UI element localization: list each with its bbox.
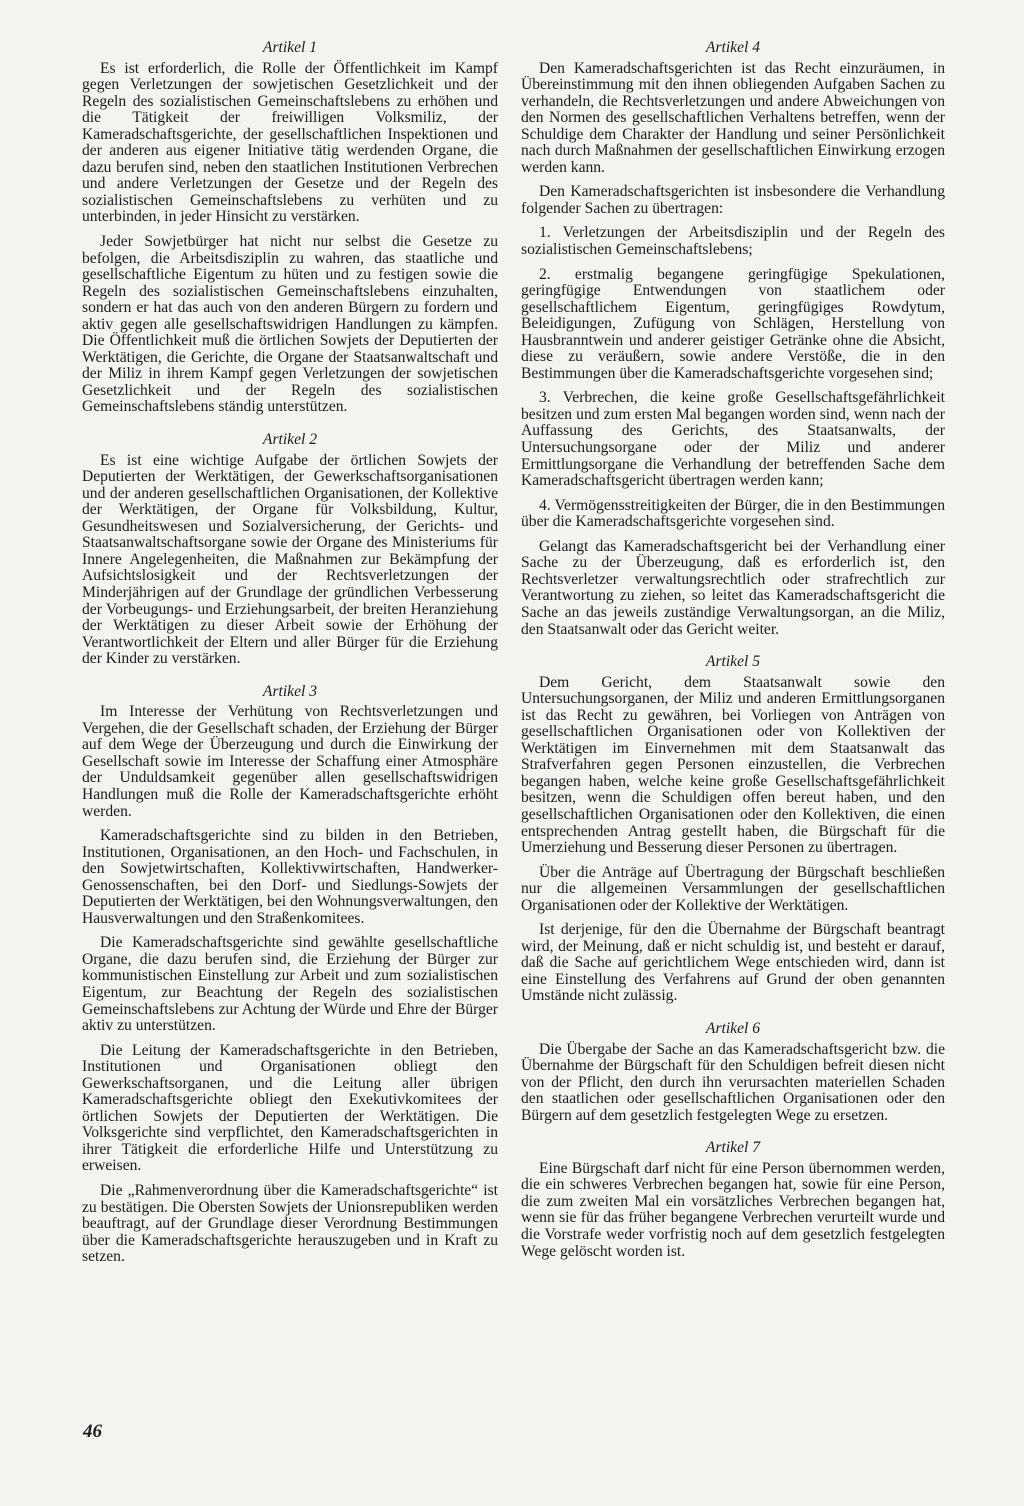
left-column	[82, 40, 498, 1282]
article-heading: Artikel 7	[705, 1139, 761, 1157]
article-7	[521, 1140, 945, 1260]
article-paragraph: Den Kameradschaftsgerichten ist das Recht einzuräumen, in Übereinstimmung mit den ihnen obliegenden Aufgaben Sachen zu verhandeln, die Rechtsverletzungen und andere Abweichungen von den Normen des gesellschaftlichen Verhaltens betreffen, wenn der Schuldige dem Charakter der Handlung und seiner Persönlichkeit nach durch Maßnahmen der gesellschaftlichen Einwirkung erzogen werden kann.	[521, 59, 945, 176]
article-paragraph: Ist derjenige, für den die Übernahme der Bürgschaft beantragt wird, der Meinung, daß er nicht schuldig ist, und besteht er darauf, daß die Sache auf gerichtlichem Wege entschieden wird, dann ist eine Einstellung des Verfahrens auf Grund der oben genannten Umstände nicht zulässig.	[521, 921, 945, 1005]
article-paragraph: Gelangt das Kameradschaftsgericht bei der Verhandlung einer Sache zu der Überzeugung, daß es erforderlich ist, den Rechtsverletzer verwaltungsrechtlich oder strafrechtlich zur Verantwortung zu ziehen, so leitet das Kameradschaftsgericht die Sache an das jeweils zuständige Verwaltungsorgan, an die Miliz, den Staatsanwalt oder das Gericht weiter.	[521, 537, 945, 638]
article-paragraph: Eine Bürgschaft darf nicht für eine Person übernommen werden, die ein schweres Verbrechen begangen hat, sowie für eine Person, die zum zweiten Mal ein vorsätzliches Verbrechen begangen hat, wenn sie für das früher begangene Verbrechen verurteilt wurde und die Vorstrafe weder vorfristig noch auf dem gesetzlich festgelegten Wege gelöscht worden ist.	[521, 1159, 945, 1260]
article-paragraph: Den Kameradschaftsgerichten ist insbesondere die Verhandlung folgender Sachen zu übertragen:	[521, 183, 945, 217]
article-paragraph: Die Übergabe der Sache an das Kameradschaftsgericht bzw. die Übernahme der Bürgschaft für den Schuldigen befreit diesen nicht von der Pflicht, den durch ihn verursachten materiellen Schaden den staatlichen oder gesellschaftlichen Organisationen oder den Bürgern auf dem gesetzlich festgelegten Wege zu ersetzen.	[521, 1040, 945, 1124]
page-number: 46	[83, 1421, 102, 1442]
right-column	[521, 40, 945, 1276]
article-paragraph: Die Leitung der Kameradschaftsgerichte in den Betrieben, Institutionen und Organisationen obliegt den Gewerkschaftsorganen, und die Leitung aller übrigen Kameradschaftsgerichte obliegt den Exekutivkomitees der örtlichen Sowjets der Deputierten der Werktätigen. Die Volksgerichte sind verpflichtet, den Kameradschaftsgerichten in ihrer Tätigkeit die erforderliche Hilfe und Unterstützung zu erweisen.	[82, 1041, 498, 1175]
article-2	[82, 432, 498, 668]
article-3	[82, 684, 498, 1266]
article-heading: Artikel 2	[262, 431, 318, 449]
article-heading: Artikel 3	[262, 682, 318, 700]
article-list-item: 2. erstmalig begangene geringfügige Spekulationen, geringfügige Entwendungen von staatlichem oder gesellschaftlichem Eigentum, geringfügiges Rowdytum, Beleidigungen, Zufügung von Schlägen, Herstellung von Hausbranntwein und anderer geistiger Getränke ohne die Absicht, diese zu veräußern, sowie andere Verstöße, die in den Bestimmungen über die Kameradschaftsgerichte vorgesehen sind;	[521, 265, 945, 382]
article-paragraph: Dem Gericht, dem Staatsanwalt sowie den Untersuchungsorganen, der Miliz und anderen Ermittlungsorganen ist das Recht zu gewähren, bei Vorliegen von Anträgen von gesellschaftlichen Organisationen oder von Kollektiven der Werktätigen im Einvernehmen mit dem Staatsanwalt das Strafverfahren gegen Personen einzustellen, die Verbrechen begangen haben, welche keine große Gesellschaftsgefährlichkeit besitzen, wenn die Schuldigen offen bereut haben, und den gesellschaftlichen Organisationen oder den Kollektiven, die einen entsprechenden Antrag gestellt haben, die Bürgschaft für die Umerziehung und Besserung dieser Personen zu übertragen.	[521, 673, 945, 857]
article-heading: Artikel 4	[705, 39, 761, 56]
article-paragraph: Die „Rahmenverordnung über die Kameradschaftsgerichte“ ist zu bestätigen. Die Obersten Sowjets der Unionsrepubliken werden beauftragt, auf der Grundlage dieser Verordnung Bestimmungen über die Kameradschaftsgerichte herauszugeben und in Kraft zu setzen.	[82, 1182, 498, 1266]
article-paragraph: Es ist eine wichtige Aufgabe der örtlichen Sowjets der Deputierten der Werktätigen, der Gewerkschaftsorganisationen und der anderen gesellschaftlichen Organisationen, der Kollektive der Werktätigen, der Organe für Volksbildung, Kultur, Gesundheitswesen und Sozialversicherung, der Gerichts- und Staatsanwaltschaftsorgane sowie der Organe des Ministeriums für Innere Angelegenheiten, die Maßnahmen zur Bekämpfung der Aufsichtslosigkeit und der Rechtsverletzungen der Minderjährigen auf der Grundlage der gründlichen Verbesserung der Vorbeugungs- und Erziehungsarbeit, der breiten Heranziehung der Werktätigen zu dieser Arbeit sowie der Erhöhung der Verantwortlichkeit der Eltern und aller Bürger für die Erziehung der Kinder zu verstärken.	[82, 451, 498, 668]
article-paragraph: Die Kameradschaftsgerichte sind gewählte gesellschaftliche Organe, die dazu berufen sind, die Erziehung der Bürger zur kommunistischen Einstellung zur Arbeit und zum sozialistischen Eigentum, zur Beachtung der Regeln des sozialistischen Gemeinschaftslebens zur Achtung der Würde und Ehre der Bürger aktiv zu unterstützen.	[82, 934, 498, 1035]
article-5	[521, 654, 945, 1005]
article-4	[521, 40, 945, 638]
article-paragraph: Über die Anträge auf Übertragung der Bürgschaft beschließen nur die allgemeinen Versammlungen der gesellschaftlichen Organisationen oder der Kollektive der Werktätigen.	[521, 863, 945, 914]
article-paragraph: Kameradschaftsgerichte sind zu bilden in den Betrieben, Institutionen, Organisationen, an den Hoch- und Fachschulen, in den Sowjetwirtschaften, Kollektivwirtschaften, Handwerker-Genossenschaften, bei den Dorf- und Siedlungs-Sowjets der Deputierten der Werktätigen, bei den Wohnungsverwaltungen, den Hausverwaltungen und den Straßenkomitees.	[82, 827, 498, 927]
article-heading: Artikel 1	[262, 39, 318, 56]
article-heading: Artikel 6	[705, 1019, 761, 1037]
article-6	[521, 1021, 945, 1124]
article-heading: Artikel 5	[705, 653, 761, 671]
article-paragraph: Im Interesse der Verhütung von Rechtsverletzungen und Vergehen, die der Gesellschaft schaden, der Erziehung der Bürger auf dem Wege der Überzeugung und durch die Einwirkung der Gesellschaft sowie im Interesse der Schaffung einer Atmosphäre der Unduldsamkeit gegenüber allen gesellschaftswidrigen Handlungen muß die Rolle der Kameradschaftsgerichte erhöht werden.	[82, 703, 498, 820]
article-list-item: 4. Vermögensstreitigkeiten der Bürger, die in den Bestimmungen über die Kameradschaftsgerichte vorgesehen sind.	[521, 496, 945, 531]
article-list-item: 1. Verletzungen der Arbeitsdisziplin und der Regeln des sozialistischen Gemeinschaftslebens;	[521, 224, 945, 259]
article-paragraph: Jeder Sowjetbürger hat nicht nur selbst die Gesetze zu befolgen, die Arbeitsdisziplin zu wahren, das staatliche und gesellschaftliche Eigentum zu hüten und zu festigen sowie die Regeln des sozialistischen Gemeinschaftslebens einzuhalten, sondern er hat das auch von den anderen Bürgern zu fordern und aktiv gegen alle gesellschaftswidrigen Handlungen zu kämpfen. Die Öffentlichkeit muß die örtlichen Sowjets der Deputierten der Werktätigen, die Gerichte, die Organe der Staatsanwaltschaft und der Miliz in ihrem Kampf gegen Verletzungen der sowjetischen Gesetzlichkeit und der Regeln des sozialistischen Gemeinschaftslebens ständig unterstützen.	[82, 233, 498, 416]
article-1	[82, 40, 498, 416]
article-list-item: 3. Verbrechen, die keine große Gesellschaftsgefährlichkeit besitzen und zum ersten Mal begangen worden sind, wenn nach der Auffassung des Gerichts, des Staatsanwalts, der Untersuchungsorgane oder der Miliz und anderer Ermittlungsorgane die Verhandlung der betreffenden Sache dem Kameradschaftsgericht übertragen werden kann;	[521, 389, 945, 490]
article-paragraph: Es ist erforderlich, die Rolle der Öffentlichkeit im Kampf gegen Verletzungen der sowjetischen Gesetzlichkeit und der Regeln des sozialistischen Gemeinschaftslebens zu erhöhen und die Tätigkeit der freiwilligen Volksmiliz, der Kameradschaftsgerichte, der gesellschaftlichen Inspektionen und der anderen aus eigener Initiative tätig werdenden Organe, die dazu berufen sind, neben den staatlichen Institutionen Verbrechen und andere Verletzungen der Gesetze und der Regeln des sozialistischen Gemeinschaftslebens zu verhüten und zu unterbinden, in jeder Hinsicht zu verstärken.	[82, 59, 498, 226]
